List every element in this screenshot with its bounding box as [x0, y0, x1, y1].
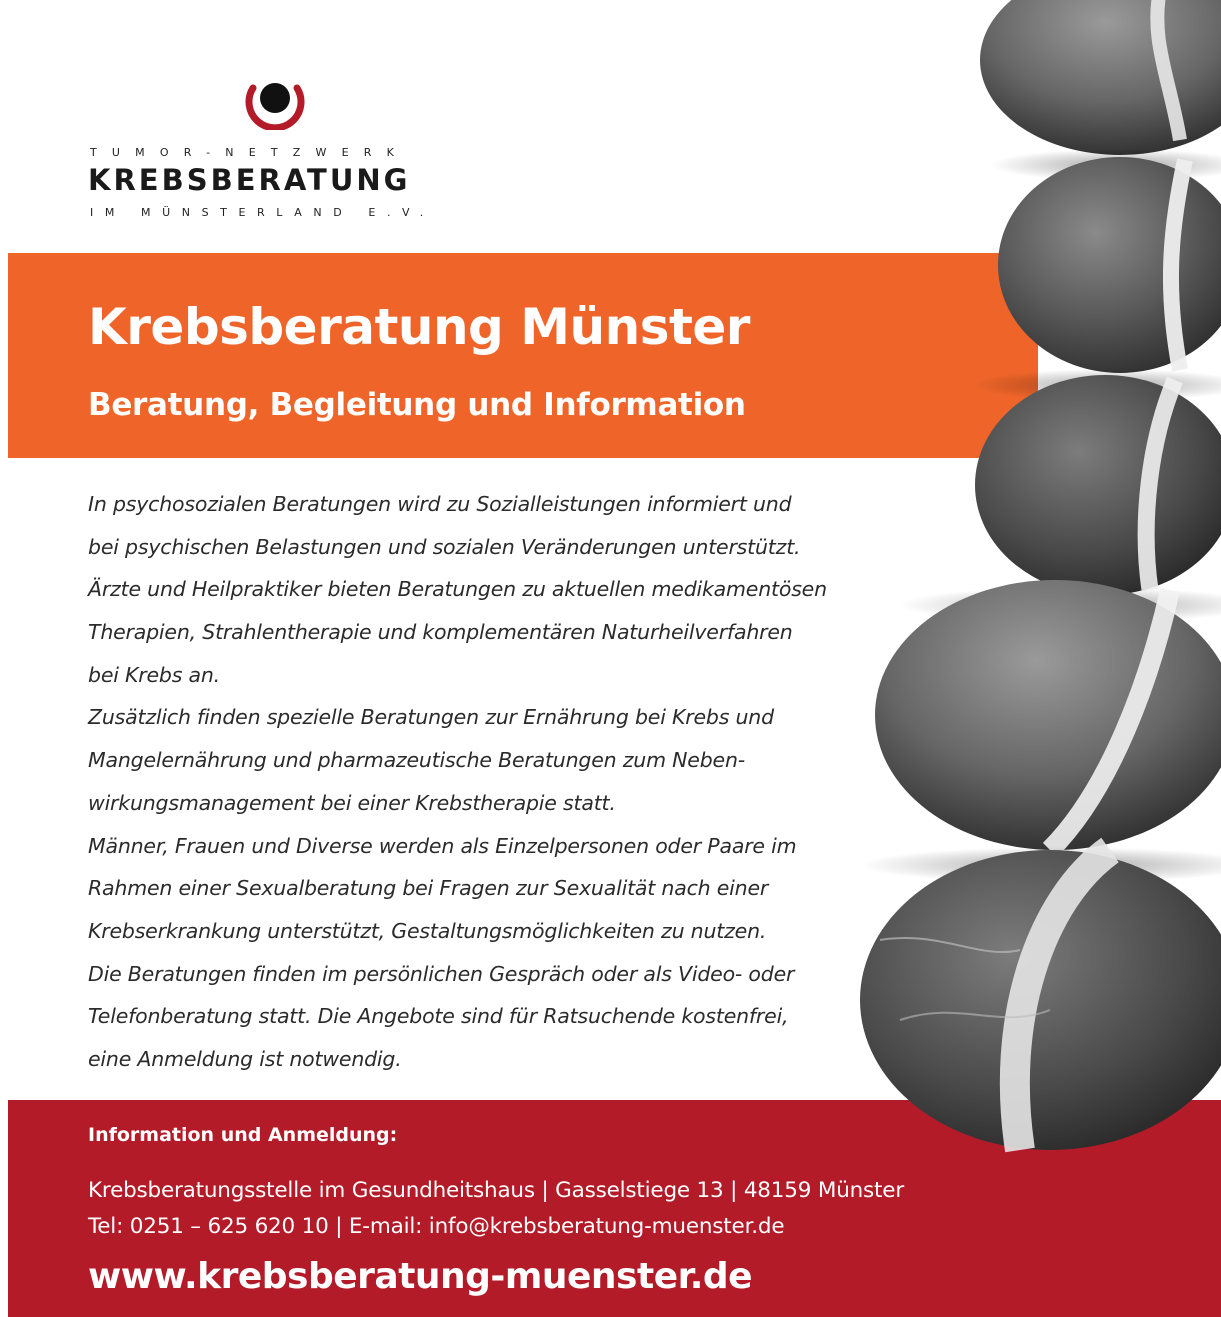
body-line: Zusätzlich finden spezielle Beratungen zur Ernährung bei Krebs und	[88, 705, 774, 730]
contact-heading: Information und Anmeldung:	[88, 1124, 398, 1146]
body-line: wirkungsmanagement bei einer Krebstherapie statt.	[88, 790, 616, 815]
logo-wordmark: KREBSBERATUNG	[88, 163, 411, 197]
body-line: Therapien, Strahlentherapie und komplementären Naturheilverfahren	[88, 620, 793, 645]
stone-1	[980, 0, 1221, 155]
description-text	[88, 483, 888, 1081]
logo	[0, 0, 470, 240]
body-line: Männer, Frauen und Diverse werden als Einzelpersonen oder Paare im	[88, 833, 797, 858]
body-line: Rahmen einer Sexualberatung bei Fragen zur Sexualität nach einer	[88, 876, 769, 901]
website-link[interactable]: www.krebsberatung-muenster.de	[88, 1256, 753, 1297]
body-line: Krebserkrankung unterstützt, Gestaltungsmöglichkeiten zu nutzen.	[88, 918, 767, 943]
body-line: eine Anmeldung ist notwendig.	[88, 1046, 402, 1071]
body-line: bei Krebs an.	[88, 662, 221, 687]
page-subtitle: Beratung, Begleitung und Information	[88, 387, 746, 423]
logo-tagline-top: TUMOR-NETZWERK	[90, 146, 410, 159]
contact-address: Krebsberatungsstelle im Gesundheitshaus | Gasselstiege 13 | 48159 Münster	[88, 1178, 904, 1203]
page-title: Krebsberatung Münster	[88, 298, 750, 356]
logo-mark-icon	[245, 70, 305, 130]
body-line: Die Beratungen finden im persönlichen Gespräch oder als Video- oder	[88, 961, 795, 986]
body-line: Telefonberatung statt. Die Angebote sind für Ratsuchende kostenfrei,	[88, 1004, 789, 1029]
stone-4	[875, 580, 1221, 850]
body-line: Ärzte und Heilpraktiker bieten Beratungen zu aktuellen medikamentösen	[88, 577, 827, 602]
contact-phone-email[interactable]: Tel: 0251 – 625 620 10 | E-mail: info@krebsberatung-muenster.de	[88, 1214, 785, 1239]
logo-tagline-bottom: IM MÜNSTERLAND E.V.	[90, 206, 435, 219]
body-line: bei psychischen Belastungen und sozialen Veränderungen unterstützt.	[88, 534, 801, 559]
body-line: In psychosozialen Beratungen wird zu Sozialleistungen informiert und	[88, 492, 792, 516]
body-line: Mangelernährung und pharmazeutische Beratungen zum Neben-	[88, 748, 745, 773]
